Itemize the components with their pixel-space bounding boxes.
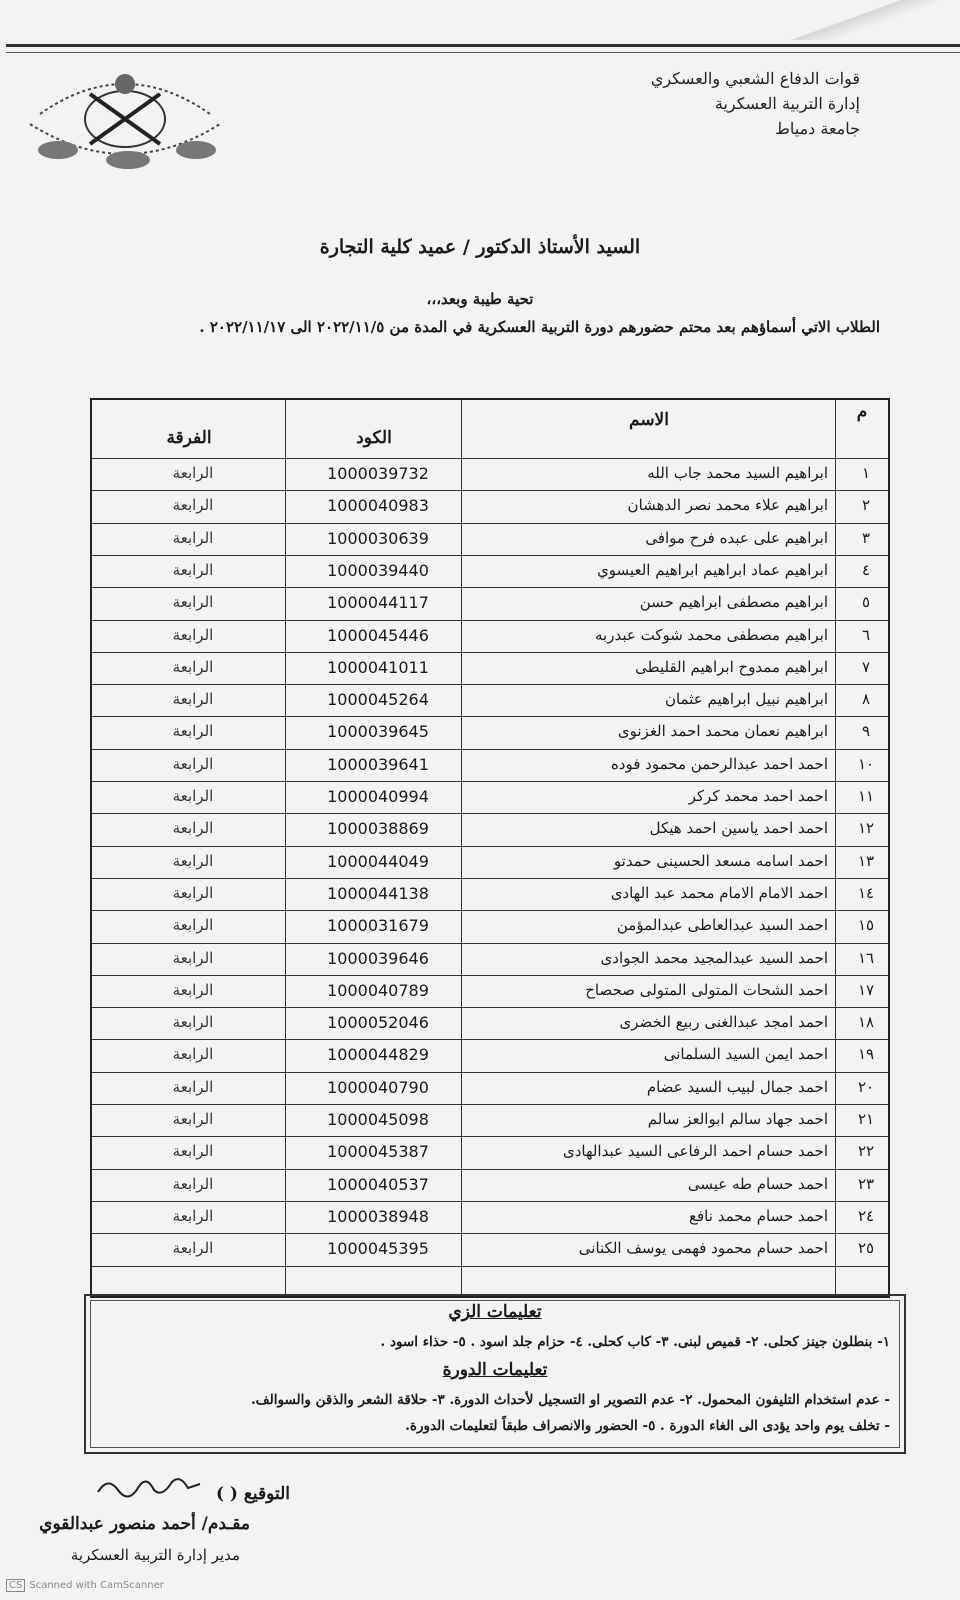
row-number: ٩: [861, 722, 871, 741]
header-level: الفرقة: [166, 428, 212, 448]
row-number: ١٦: [857, 948, 875, 967]
student-level: الرابعة: [172, 1045, 214, 1064]
student-code: 1000030639: [327, 528, 429, 548]
student-code: 1000045098: [327, 1110, 429, 1129]
row-number: ١٢: [857, 819, 875, 838]
student-name: ابراهيم ممدوح ابراهيم القليطى: [635, 657, 828, 676]
scanner-watermark: [6, 1580, 164, 1591]
student-level: الرابعة: [172, 980, 214, 999]
student-name: احمد الشحات المتولى المتولى صحصاح: [585, 980, 828, 999]
row-number: ١٤: [857, 883, 875, 902]
student-name: ابراهيم عماد ابراهيم ابراهيم العيسوي: [597, 560, 828, 579]
row-number: ٢١: [857, 1110, 875, 1128]
student-name: احمد حسام طه عيسى: [687, 1174, 828, 1193]
student-level: الرابعة: [172, 1110, 214, 1128]
row-divider: [92, 749, 888, 750]
header-divider: [92, 458, 888, 459]
intro-paragraph: الطلاب الاتي أسماؤهم بعد محتم حضورهم دورة التربية العسكرية في المدة من ٢٠٢٢/١١/٥ الى ٢٠٢٢/١١/١٧ .: [199, 318, 880, 336]
student-level: الرابعة: [172, 883, 214, 902]
signature-label: التوقيع ( ): [215, 1484, 290, 1504]
addressee: السيد الأستاذ الدكتور / عميد كلية التجارة: [319, 236, 641, 258]
row-divider: [92, 716, 888, 717]
row-number: ١٩: [857, 1045, 875, 1064]
student-name: احمد احمد عبدالرحمن محمود فوده: [610, 754, 828, 773]
student-name: احمد اسامه مسعد الحسينى حمدتو: [613, 851, 828, 870]
column-divider: [461, 400, 462, 1296]
student-code: 1000045446: [327, 625, 429, 645]
row-divider: [92, 1104, 888, 1105]
student-code: 1000039440: [327, 560, 429, 580]
student-name: ابراهيم نعمان محمد احمد الغزنوى: [617, 722, 828, 741]
student-code: 1000044049: [327, 851, 429, 871]
student-code: 1000039732: [327, 464, 429, 483]
scanner-badge: CS: [6, 1579, 25, 1592]
student-code: 1000040789: [327, 980, 429, 1000]
student-code: 1000045387: [327, 1142, 429, 1162]
row-divider: [92, 620, 888, 621]
row-divider: [92, 878, 888, 879]
row-number: ١: [861, 464, 871, 482]
student-code: 1000045395: [327, 1239, 429, 1259]
student-level: الرابعة: [172, 496, 214, 515]
row-number: ٢٣: [857, 1174, 875, 1193]
header-num: م: [856, 402, 868, 422]
student-name: احمد جمال لبيب السيد عضام: [646, 1077, 828, 1096]
row-number: ٤: [861, 560, 871, 579]
row-divider: [92, 813, 888, 814]
column-divider: [285, 400, 286, 1296]
header-line-3: جامعة دمياط: [775, 119, 860, 138]
student-name: احمد امجد عبدالغنى ربيع الخضرى: [619, 1013, 828, 1032]
emblem-logo: [20, 64, 230, 174]
student-name: ابراهيم مصطفى محمد شوكت عبدربه: [595, 625, 828, 644]
row-divider: [92, 1136, 888, 1137]
student-level: الرابعة: [172, 1174, 214, 1193]
student-level: الرابعة: [172, 690, 214, 709]
student-level: الرابعة: [172, 948, 214, 967]
student-level: الرابعة: [172, 851, 214, 870]
student-name: ابراهيم علاء محمد نصر الدهشان: [627, 496, 828, 515]
greeting: تحية طيبة وبعد،،،: [426, 290, 534, 308]
student-level: الرابعة: [172, 560, 214, 579]
student-name: احمد الامام الامام محمد عبد الهادى: [610, 883, 828, 902]
student-name: احمد السيد عبدالمجيد محمد الجوادى: [600, 948, 828, 967]
row-number: ٥: [861, 593, 871, 612]
row-divider: [92, 1233, 888, 1234]
page-fold: [760, 0, 960, 40]
row-divider: [92, 523, 888, 524]
student-name: احمد حسام محمد نافع: [689, 1206, 828, 1225]
student-code: 1000041011: [327, 657, 429, 677]
row-number: ١٧: [857, 980, 875, 999]
student-name: احمد جهاد سالم ابوالعز سالم: [647, 1110, 828, 1128]
student-level: الرابعة: [172, 754, 214, 773]
student-code: 1000039646: [327, 948, 429, 968]
row-number: ٢٢: [857, 1142, 875, 1161]
student-level: الرابعة: [172, 528, 214, 547]
course-instruction-line-2: - تخلف يوم واحد يؤدى الى الغاء الدورة . ٥- الحضور والانصراف طبقاً لتعليمات الدورة.: [405, 1418, 890, 1434]
row-divider: [92, 1201, 888, 1202]
top-border: [6, 44, 960, 47]
row-number: ٢٤: [857, 1206, 875, 1225]
student-name: ابراهيم مصطفى ابراهيم حسن: [639, 593, 828, 612]
student-code: 1000040994: [327, 787, 429, 806]
student-name: احمد احمد محمد كركر: [688, 787, 828, 805]
row-divider: [92, 846, 888, 847]
row-number: ١٥: [857, 916, 875, 935]
student-level: الرابعة: [172, 916, 214, 935]
student-level: الرابعة: [172, 819, 214, 838]
uniform-instructions: ١- بنطلون جينز كحلى. ٢- قميص لبنى. ٣- كاب كحلى. ٤- حزام جلد اسود . ٥- حذاء اسود .: [380, 1334, 890, 1350]
student-name: احمد حسام محمود فهمى يوسف الكنانى: [578, 1239, 828, 1258]
student-code: 1000044138: [327, 883, 429, 903]
row-divider: [92, 555, 888, 556]
header-line-2: إدارة التربية العسكرية: [714, 94, 860, 113]
student-name: ابراهيم نبيل ابراهيم عثمان: [664, 690, 828, 709]
row-divider: [92, 587, 888, 588]
row-number: ٢٠: [857, 1077, 875, 1096]
row-number: ١٣: [857, 851, 875, 870]
row-divider: [92, 910, 888, 911]
row-divider: [92, 1072, 888, 1073]
student-code: 1000044829: [327, 1045, 429, 1065]
student-level: الرابعة: [172, 722, 214, 741]
student-level: الرابعة: [172, 1077, 214, 1096]
row-divider: [92, 975, 888, 976]
student-level: الرابعة: [172, 1142, 214, 1161]
row-divider: [92, 1169, 888, 1170]
row-number: ١٨: [857, 1013, 875, 1032]
row-number: ١٠: [857, 754, 875, 773]
student-code: 1000039645: [327, 722, 429, 742]
course-instruction-line-1: - عدم استخدام التليفون المحمول. ٢- عدم التصوير او التسجيل لأحداث الدورة. ٣- حلاقة الشعر والذقن والسوالف.: [250, 1392, 890, 1408]
student-code: 1000044117: [327, 593, 429, 613]
row-divider: [92, 1039, 888, 1040]
top-border-thin: [6, 52, 960, 53]
student-code: 1000038869: [327, 819, 429, 839]
row-divider: [92, 652, 888, 653]
student-code: 1000045264: [327, 690, 429, 710]
row-number: ١١: [857, 787, 875, 805]
student-level: الرابعة: [172, 1013, 214, 1032]
student-level: الرابعة: [172, 593, 214, 612]
signatory-title: مدير إدارة التربية العسكرية: [70, 1546, 240, 1564]
row-divider: [92, 684, 888, 685]
row-divider: [92, 1266, 888, 1267]
student-code: 1000031679: [327, 916, 429, 936]
scanner-text: Scanned with CamScanner: [29, 1580, 164, 1591]
row-divider: [92, 1007, 888, 1008]
header-name: الاسم: [629, 410, 669, 430]
student-name: ابراهيم على عبده فرح موافى: [645, 528, 828, 547]
column-divider: [835, 400, 836, 1296]
student-level: الرابعة: [172, 1206, 214, 1225]
student-code: 1000052046: [327, 1013, 429, 1033]
course-instructions-title: تعليمات الدورة: [442, 1360, 548, 1380]
student-level: الرابعة: [172, 657, 214, 676]
student-code: 1000040537: [327, 1174, 429, 1194]
row-number: ٢٥: [857, 1239, 875, 1258]
row-number: ٢: [861, 496, 871, 515]
row-divider: [92, 490, 888, 491]
student-code: 1000038948: [327, 1206, 429, 1226]
row-number: ٣: [861, 528, 871, 547]
header-code: الكود: [356, 428, 392, 448]
signatory-name: مقـدم/ أحمد منصور عبدالقوي: [39, 1514, 250, 1534]
row-number: ٧: [861, 657, 871, 676]
student-level: الرابعة: [172, 625, 214, 644]
row-divider: [92, 943, 888, 944]
student-code: 1000039641: [327, 754, 429, 774]
student-level: الرابعة: [172, 1239, 214, 1258]
row-number: ٨: [861, 690, 871, 709]
institution-header: [600, 66, 860, 141]
student-name: ابراهيم السيد محمد جاب الله: [647, 464, 828, 482]
student-level: الرابعة: [172, 464, 214, 482]
row-divider: [92, 781, 888, 782]
student-code: 1000040983: [327, 496, 429, 516]
uniform-instructions-title: تعليمات الزي: [448, 1302, 542, 1322]
instructions-box: [84, 1294, 906, 1454]
students-table: [90, 398, 890, 1298]
header-line-1: قوات الدفاع الشعبي والعسكري: [650, 69, 860, 88]
student-name: احمد السيد عبدالعاطى عبدالمؤمن: [616, 916, 828, 935]
student-name: احمد ايمن السيد السلمانى: [663, 1045, 828, 1064]
student-level: الرابعة: [172, 787, 214, 805]
student-name: احمد احمد ياسين احمد هيكل: [649, 819, 828, 838]
row-number: ٦: [861, 625, 871, 644]
student-code: 1000040790: [327, 1077, 429, 1097]
student-name: احمد حسام احمد الرفاعى السيد عبدالهادى: [562, 1142, 828, 1161]
